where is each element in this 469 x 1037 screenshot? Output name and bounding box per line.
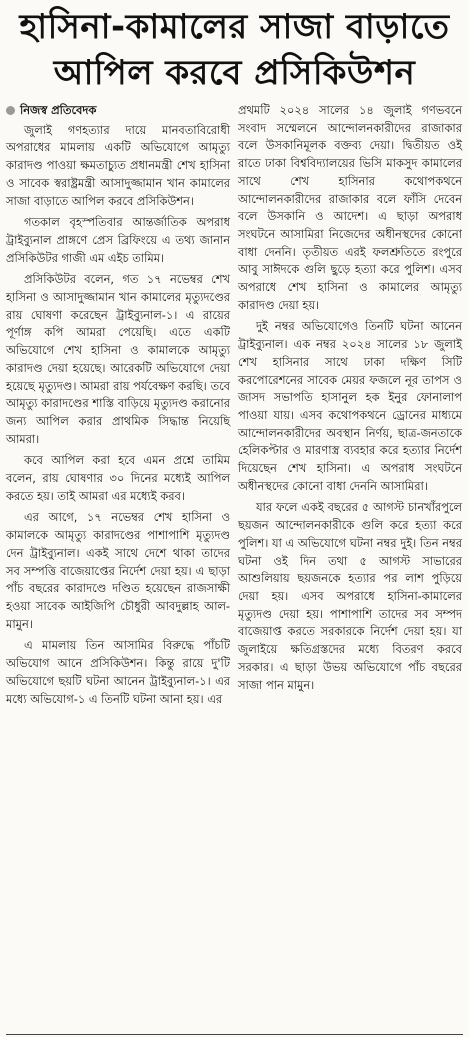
right-column [238, 102, 462, 712]
paragraph: প্রসিকিউটর বলেন, গত ১৭ নভেম্বর শেখ হাসিনা ও আসাদুজ্জামান খান কামালের মৃত্যুদণ্ডের রায় ঘোষণা করেছেন ট্রাইব্যুনাল-১। এ রায়ের পূর্ণাঙ্গ কপি আমরা পেয়েছি। এতে একটি অভিযোগে শেখ হাসিনা ও কামালকে আমৃত্যু কারাদণ্ড দেয়া হয়েছে। আরেকটি অভিযোগে দেয়া হয়েছে মৃত্যুদণ্ড। আমরা রায় পর্যবেক্ষণ করছি। তবে আমৃত্যু কারাদণ্ডের শাস্তি বাড়িয়ে মৃত্যুদণ্ড করানোর জন্য আপিল করার প্রাথমিক সিদ্ধান্ত নিয়েছি আমরা। [6, 272, 230, 446]
headline [6, 4, 463, 96]
paragraph: প্রথমটি ২০২৪ সালের ১৪ জুলাই গণভবনে সংবাদ সম্মেলনে আন্দোলনকারীদের রাজাকার বলে উসকানিমূলক বক্তব্য দেয়া। দ্বিতীয়ত ওই রাতে ঢাকা বিশ্ববিদ্যালয়ের ভিসি মাকসুদ কামালের সাথে শেখ হাসিনার কথোপকথনে আন্দোলনকারীদের রাজাকার বলে ফাঁসি দেবেন বলে উসকানি ও আদেশ। এ ছাড়া অপরাধ সংঘটনে আসামিরা নিজেদের অধীনস্থদের কোনো বাধা দেননি। তৃতীয়ত এরই ফলশ্রুতিতে রংপুরে আবু সাঈদকে গুলি ছুড়ে হত্যা করে পুলিশ। এসব অপরাধে শেখ হাসিনা ও কামালের আমৃত্যু কারাদণ্ড দেয়া হয়। [238, 103, 462, 312]
headline-line-2: আপিল করবে প্রসিকিউশন [53, 53, 416, 93]
paragraph: জুলাই গণহত্যার দায়ে মানবতাবিরোধী অপরাধের মামলায় একটি অভিযোগে আমৃত্যু কারাদণ্ড পাওয়া ক্ষমতাচ্যুত প্রধানমন্ত্রী শেখ হাসিনা ও সাবেক স্বরাষ্ট্রমন্ত্রী আসাদুজ্জামান খান কামালের সাজা বাড়াতে আপিল করবে প্রসিকিউশন। [6, 122, 230, 208]
left-column [6, 102, 230, 712]
byline [6, 102, 230, 120]
paragraph: যার ফলে একই বছরের ৫ আগস্ট চানখাঁরপুলে ছয়জন আন্দোলনকারীকে গুলি করে হত্যা করে পুলিশ। যা এ অভিযোগে ঘটনা নম্বর দুই। তিন নম্বর ঘটনা ওই দিন তথা ৫ আগস্ট সাভারের আশুলিয়ায় ছয়জনকে হত্যার পর লাশ পুড়িয়ে দেয়া হয়। এসব অপরাধে হাসিনা-কামালের মৃত্যুদণ্ড দেয়া হয়। পাশাপাশি তাদের সব সম্পদ বাজেয়াপ্ত করতে সরকারকে নির্দেশ দেয়া হয়। যা জুলাইয়ে ক্ষতিগ্রস্তদের মধ্যে বিতরণ করবে সরকার। এ ছাড়া উভয় অভিযোগে পাঁচ বছরের সাজা পান মামুন। [238, 500, 462, 692]
paragraph: এর আগে, ১৭ নভেম্বর শেখ হাসিনা ও কামালকে আমৃত্যু কারাদণ্ডের পাশাপাশি মৃত্যুদণ্ড দেন ট্রাইব্যুনাল। একই সাথে দেশে থাকা তাদের সব সম্পত্তি বাজেয়াপ্তের নির্দেশ দেয়া হয়। এ ছাড়া পাঁচ বছরের কারাদণ্ডে দণ্ডিত হয়েছেন রাজসাক্ষী হওয়া সাবেক আইজিপি চৌধুরী আবদুল্লাহ আল-মামুন। [6, 510, 230, 631]
bottom-divider [6, 1034, 463, 1035]
headline-line-1: হাসিনা-কামালের সাজা বাড়াতে [19, 7, 450, 47]
article-body [6, 102, 463, 712]
byline-text: নিজস্ব প্রতিবেদক [20, 103, 97, 117]
bullet-icon [6, 106, 15, 115]
paragraph: কবে আপিল করা হবে এমন প্রশ্নে তামিম বলেন, রায় ঘোষণার ৩০ দিনের মধ্যেই আপিল করতে হয়। তাই আমরা এর মধ্যেই করব। [6, 453, 230, 503]
paragraph: এ মামলায় তিন আসামির বিরুদ্ধে পাঁচটি অভিযোগ আনে প্রসিকিউশন। কিন্তু রায়ে দু'টি অভিযোগে ছয়টি ঘটনা আনেন ট্রাইব্যুনাল-১। এর মধ্যে অভিযোগ-১ এ তিনটি ঘটনা আনা হয়। এর [6, 638, 230, 706]
paragraph: গতকাল বৃহস্পতিবার আন্তর্জাতিক অপরাধ ট্রাইব্যুনাল প্রাঙ্গণে প্রেস ব্রিফিংয়ে এ তথ্য জানান প্রসিকিউটর গাজী এম এইচ তামিম। [6, 215, 230, 265]
paragraph: দুই নম্বর অভিযোগেও তিনটি ঘটনা আনেন ট্রাইব্যুনাল। এক নম্বর ২০২৪ সালের ১৮ জুলাই শেখ হাসিনার সাথে ঢাকা দক্ষিণ সিটি করপোরেশনের সাবেক মেয়র ফজলে নূর তাপস ও জাসদ সভাপতি হাসানুল হক ইনুর ফোনালাপ পাওয়া যায়। এসব কথোপকথনে ড্রোনের মাধ্যমে আন্দোলনকারীদের অবস্থান নির্ণয়, ছাত্র-জনতাকে হেলিকপ্টার ও মারণাস্ত্র ব্যবহার করে হত্যার নির্দেশ দিয়েছেন শেখ হাসিনা। এ অপরাধ সংঘটনে অধীনস্থদের কোনো বাধা দেননি আসামিরা। [238, 319, 462, 493]
